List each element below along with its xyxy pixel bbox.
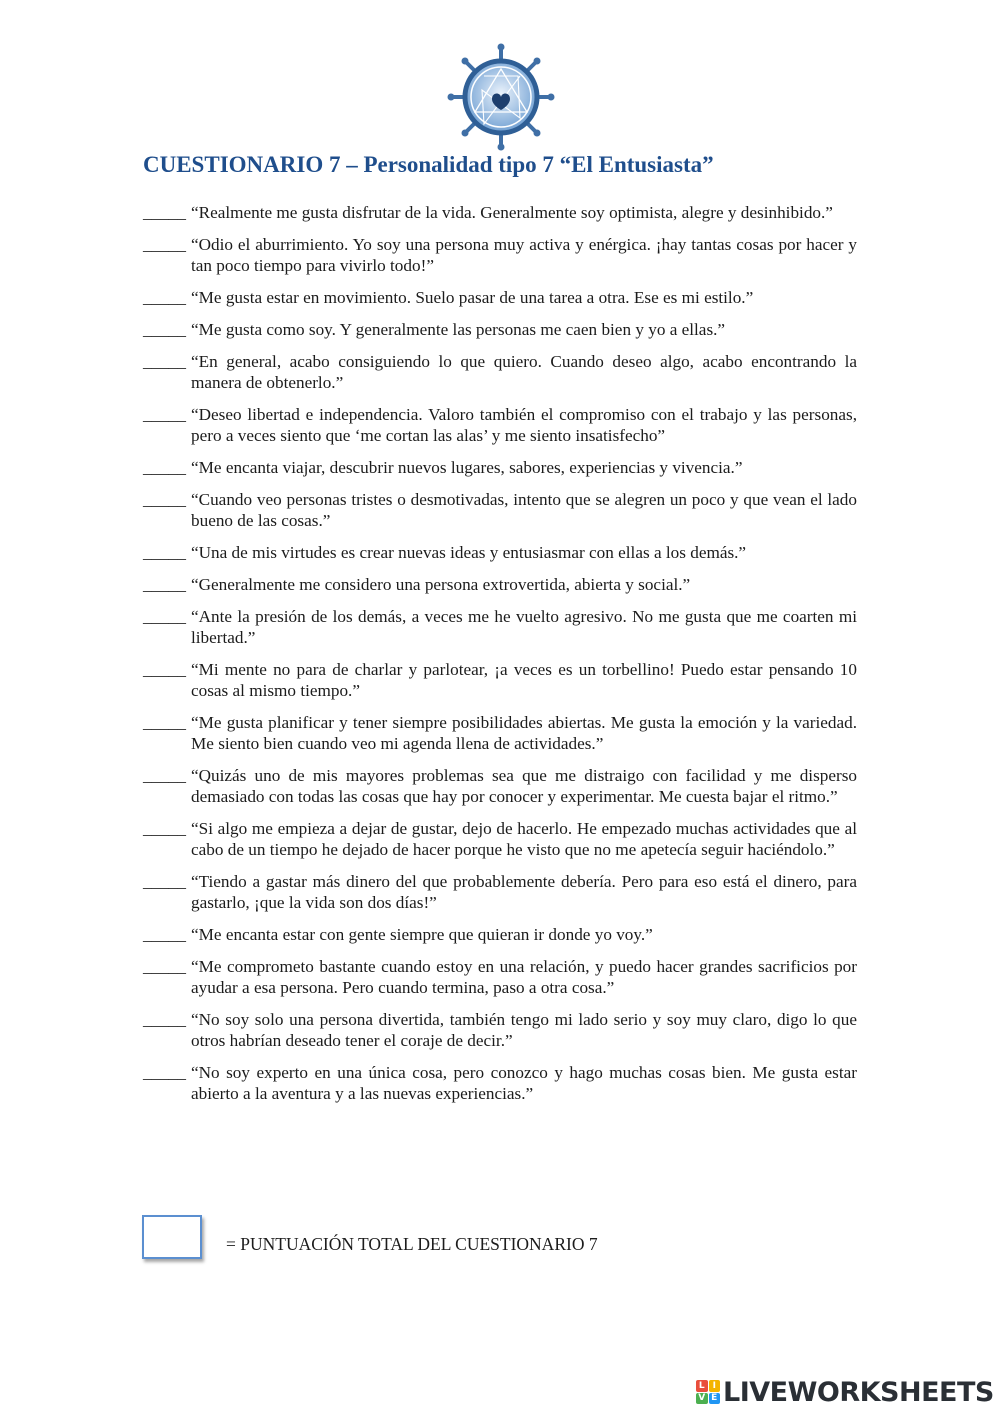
question-item — [143, 319, 857, 340]
question-text: “No soy experto en una única cosa, pero conozco y hago muchas cosas bien. Me gusta estar abierto a la aventura y a las nuevas experiencias.” — [191, 1063, 857, 1103]
question-text: “Deseo libertad e independencia. Valoro también el compromiso con el trabajo y las personas, pero a veces siento que ‘me cortan las alas’ y me siento insatisfecho” — [191, 405, 857, 445]
liveworksheets-icon — [696, 1380, 720, 1404]
score-blank[interactable] — [143, 924, 191, 945]
brand-icon-tile: L — [696, 1380, 708, 1392]
question-item — [143, 1009, 857, 1051]
question-text: “Tiendo a gastar más dinero del que probablemente debería. Pero para eso está el dinero, para gastarlo, ¡que la vida son dos días!” — [191, 872, 857, 912]
score-blank[interactable] — [143, 319, 191, 340]
score-blank[interactable] — [143, 234, 191, 276]
question-text: “Me comprometo bastante cuando estoy en una relación, y puedo hacer grandes sacrificios por ayudar a esa persona. Pero cuando termina, paso a otra cosa.” — [191, 957, 857, 997]
score-blank[interactable] — [143, 871, 191, 913]
score-blank[interactable] — [143, 659, 191, 701]
question-item — [143, 871, 857, 913]
score-blank[interactable] — [143, 202, 191, 223]
question-text: “Me gusta planificar y tener siempre posibilidades abiertas. Me gusta la emoción y la variedad. Me siento bien cuando veo mi agenda llena de actividades.” — [191, 713, 857, 753]
score-blank[interactable] — [143, 1062, 191, 1104]
question-text: “Me encanta estar con gente siempre que quieran ir donde yo voy.” — [191, 925, 653, 944]
question-text: “Ante la presión de los demás, a veces me he vuelto agresivo. No me gusta que me coarten mi libertad.” — [191, 607, 857, 647]
score-blank[interactable] — [143, 765, 191, 807]
question-text: “Una de mis virtudes es crear nuevas ideas y entusiasmar con ellas a los demás.” — [191, 543, 747, 562]
question-item — [143, 489, 857, 531]
question-text: “No soy solo una persona divertida, también tengo mi lado serio y soy muy claro, digo lo que otros habrían deseado tener el coraje de decir.” — [191, 1010, 857, 1050]
score-blank[interactable] — [143, 489, 191, 531]
question-item — [143, 924, 857, 945]
question-item — [143, 956, 857, 998]
score-blank[interactable] — [143, 818, 191, 860]
score-blank[interactable] — [143, 351, 191, 393]
score-blank[interactable] — [143, 287, 191, 308]
total-score-input[interactable] — [142, 1215, 202, 1259]
score-blank[interactable] — [143, 712, 191, 754]
score-blank[interactable] — [143, 956, 191, 998]
question-text: “Realmente me gusta disfrutar de la vida. Generalmente soy optimista, alegre y desinhibido.” — [191, 203, 833, 222]
question-item — [143, 1062, 857, 1104]
brand-icon-tile: V — [696, 1393, 708, 1405]
score-blank[interactable] — [143, 457, 191, 478]
question-text: “Mi mente no para de charlar y parlotear, ¡a veces es un torbellino! Puedo estar pensando 10 cosas al mismo tiempo.” — [191, 660, 857, 700]
question-text: “Odio el aburrimiento. Yo soy una persona muy activa y enérgica. ¡hay tantas cosas por hacer y tan poco tiempo para vivirlo todo!” — [191, 235, 857, 275]
question-item — [143, 287, 857, 308]
question-item — [143, 542, 857, 563]
liveworksheets-logo — [696, 1376, 994, 1408]
question-item — [143, 606, 857, 648]
question-text: “Cuando veo personas tristes o desmotivadas, intento que se alegren un poco y que vean el lado bueno de las cosas.” — [191, 490, 857, 530]
question-item — [143, 818, 857, 860]
ship-wheel-enneagram-icon — [446, 42, 556, 152]
question-item — [143, 765, 857, 807]
score-blank[interactable] — [143, 542, 191, 563]
brand-icon-tile: E — [709, 1393, 721, 1405]
total-score-label: = PUNTUACIÓN TOTAL DEL CUESTIONARIO 7 — [226, 1234, 598, 1254]
question-item — [143, 457, 857, 478]
question-item — [143, 404, 857, 446]
question-text: “Si algo me empieza a dejar de gustar, dejo de hacerlo. He empezado muchas actividades que al cabo de un tiempo he dejado de hacer porque he visto que no me apetecía seguir haciéndolo.” — [191, 819, 857, 859]
question-text: “Me gusta como soy. Y generalmente las personas me caen bien y yo a ellas.” — [191, 320, 726, 339]
question-text: “Me encanta viajar, descubrir nuevos lugares, sabores, experiencias y vivencia.” — [191, 458, 743, 477]
question-text: “Me gusta estar en movimiento. Suelo pasar de una tarea a otra. Ese es mi estilo.” — [191, 288, 754, 307]
question-text: “Quizás uno de mis mayores problemas sea que me distraigo con facilidad y me disperso demasiado con todas las cosas que hay por conocer y experimentar. Me cuesta bajar el ritmo.” — [191, 766, 857, 806]
question-text: “En general, acabo consiguiendo lo que quiero. Cuando deseo algo, acabo encontrando la manera de obtenerlo.” — [191, 352, 857, 392]
question-item — [143, 351, 857, 393]
score-blank[interactable] — [143, 404, 191, 446]
page-title: CUESTIONARIO 7 – Personalidad tipo 7 “El Entusiasta” — [143, 152, 714, 177]
brand-text: LIVEWORKSHEETS — [723, 1376, 994, 1408]
brand-icon-tile: I — [709, 1380, 721, 1392]
question-item — [143, 234, 857, 276]
question-item — [143, 574, 857, 595]
question-item — [143, 712, 857, 754]
score-blank[interactable] — [143, 574, 191, 595]
question-text: “Generalmente me considero una persona extrovertida, abierta y social.” — [191, 575, 691, 594]
question-item — [143, 202, 857, 223]
questionnaire-list — [143, 202, 857, 1115]
score-blank[interactable] — [143, 1009, 191, 1051]
score-blank[interactable] — [143, 606, 191, 648]
question-item — [143, 659, 857, 701]
